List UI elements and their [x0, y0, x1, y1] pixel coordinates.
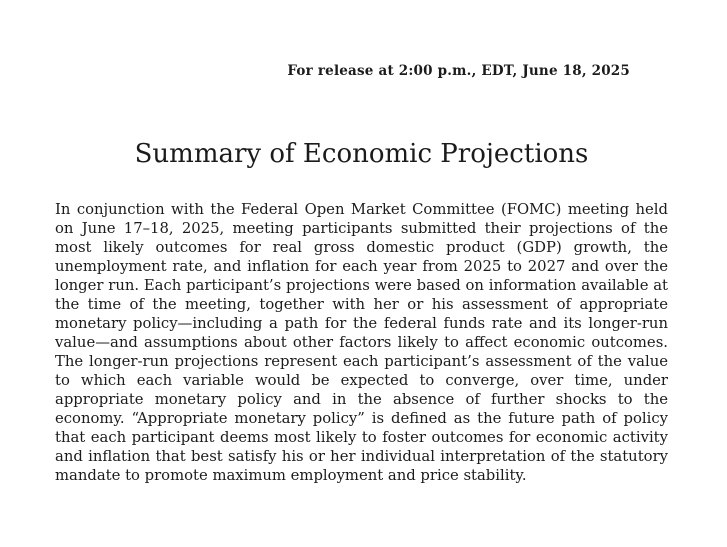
document-title: Summary of Economic Projections: [134, 139, 589, 169]
body-paragraph: In conjunction with the Federal Open Market Committee (FOMC) meeting held on June 17–18, 2025, meeting participants submitted their projections of the most likely outcomes for real gross domestic product (GDP) growth, the unemployment rate, and inflation for each year from 2025 to 2027 and over the longer run. Each participant’s projections were based on information available at the time of the meeting, together with her or his assessment of appropriate monetary policy—including a path for the federal funds rate and its longer-run value—and assumptions about other factors likely to affect economic outcomes. The longer-run projections represent each participant’s assessment of the value to which each variable would be expected to converge, over time, under appropriate monetary policy and in the absence of further shocks to the economy. “Appropriate monetary policy” is defined as the future path of policy that each participant deems most likely to foster outcomes for economic activity and inflation that best satisfy his or her individual interpretation of the statutory mandate to promote maximum employment and price stability.: [55, 201, 668, 484]
release-line: For release at 2:00 p.m., EDT, June 18, 2025: [287, 63, 630, 79]
